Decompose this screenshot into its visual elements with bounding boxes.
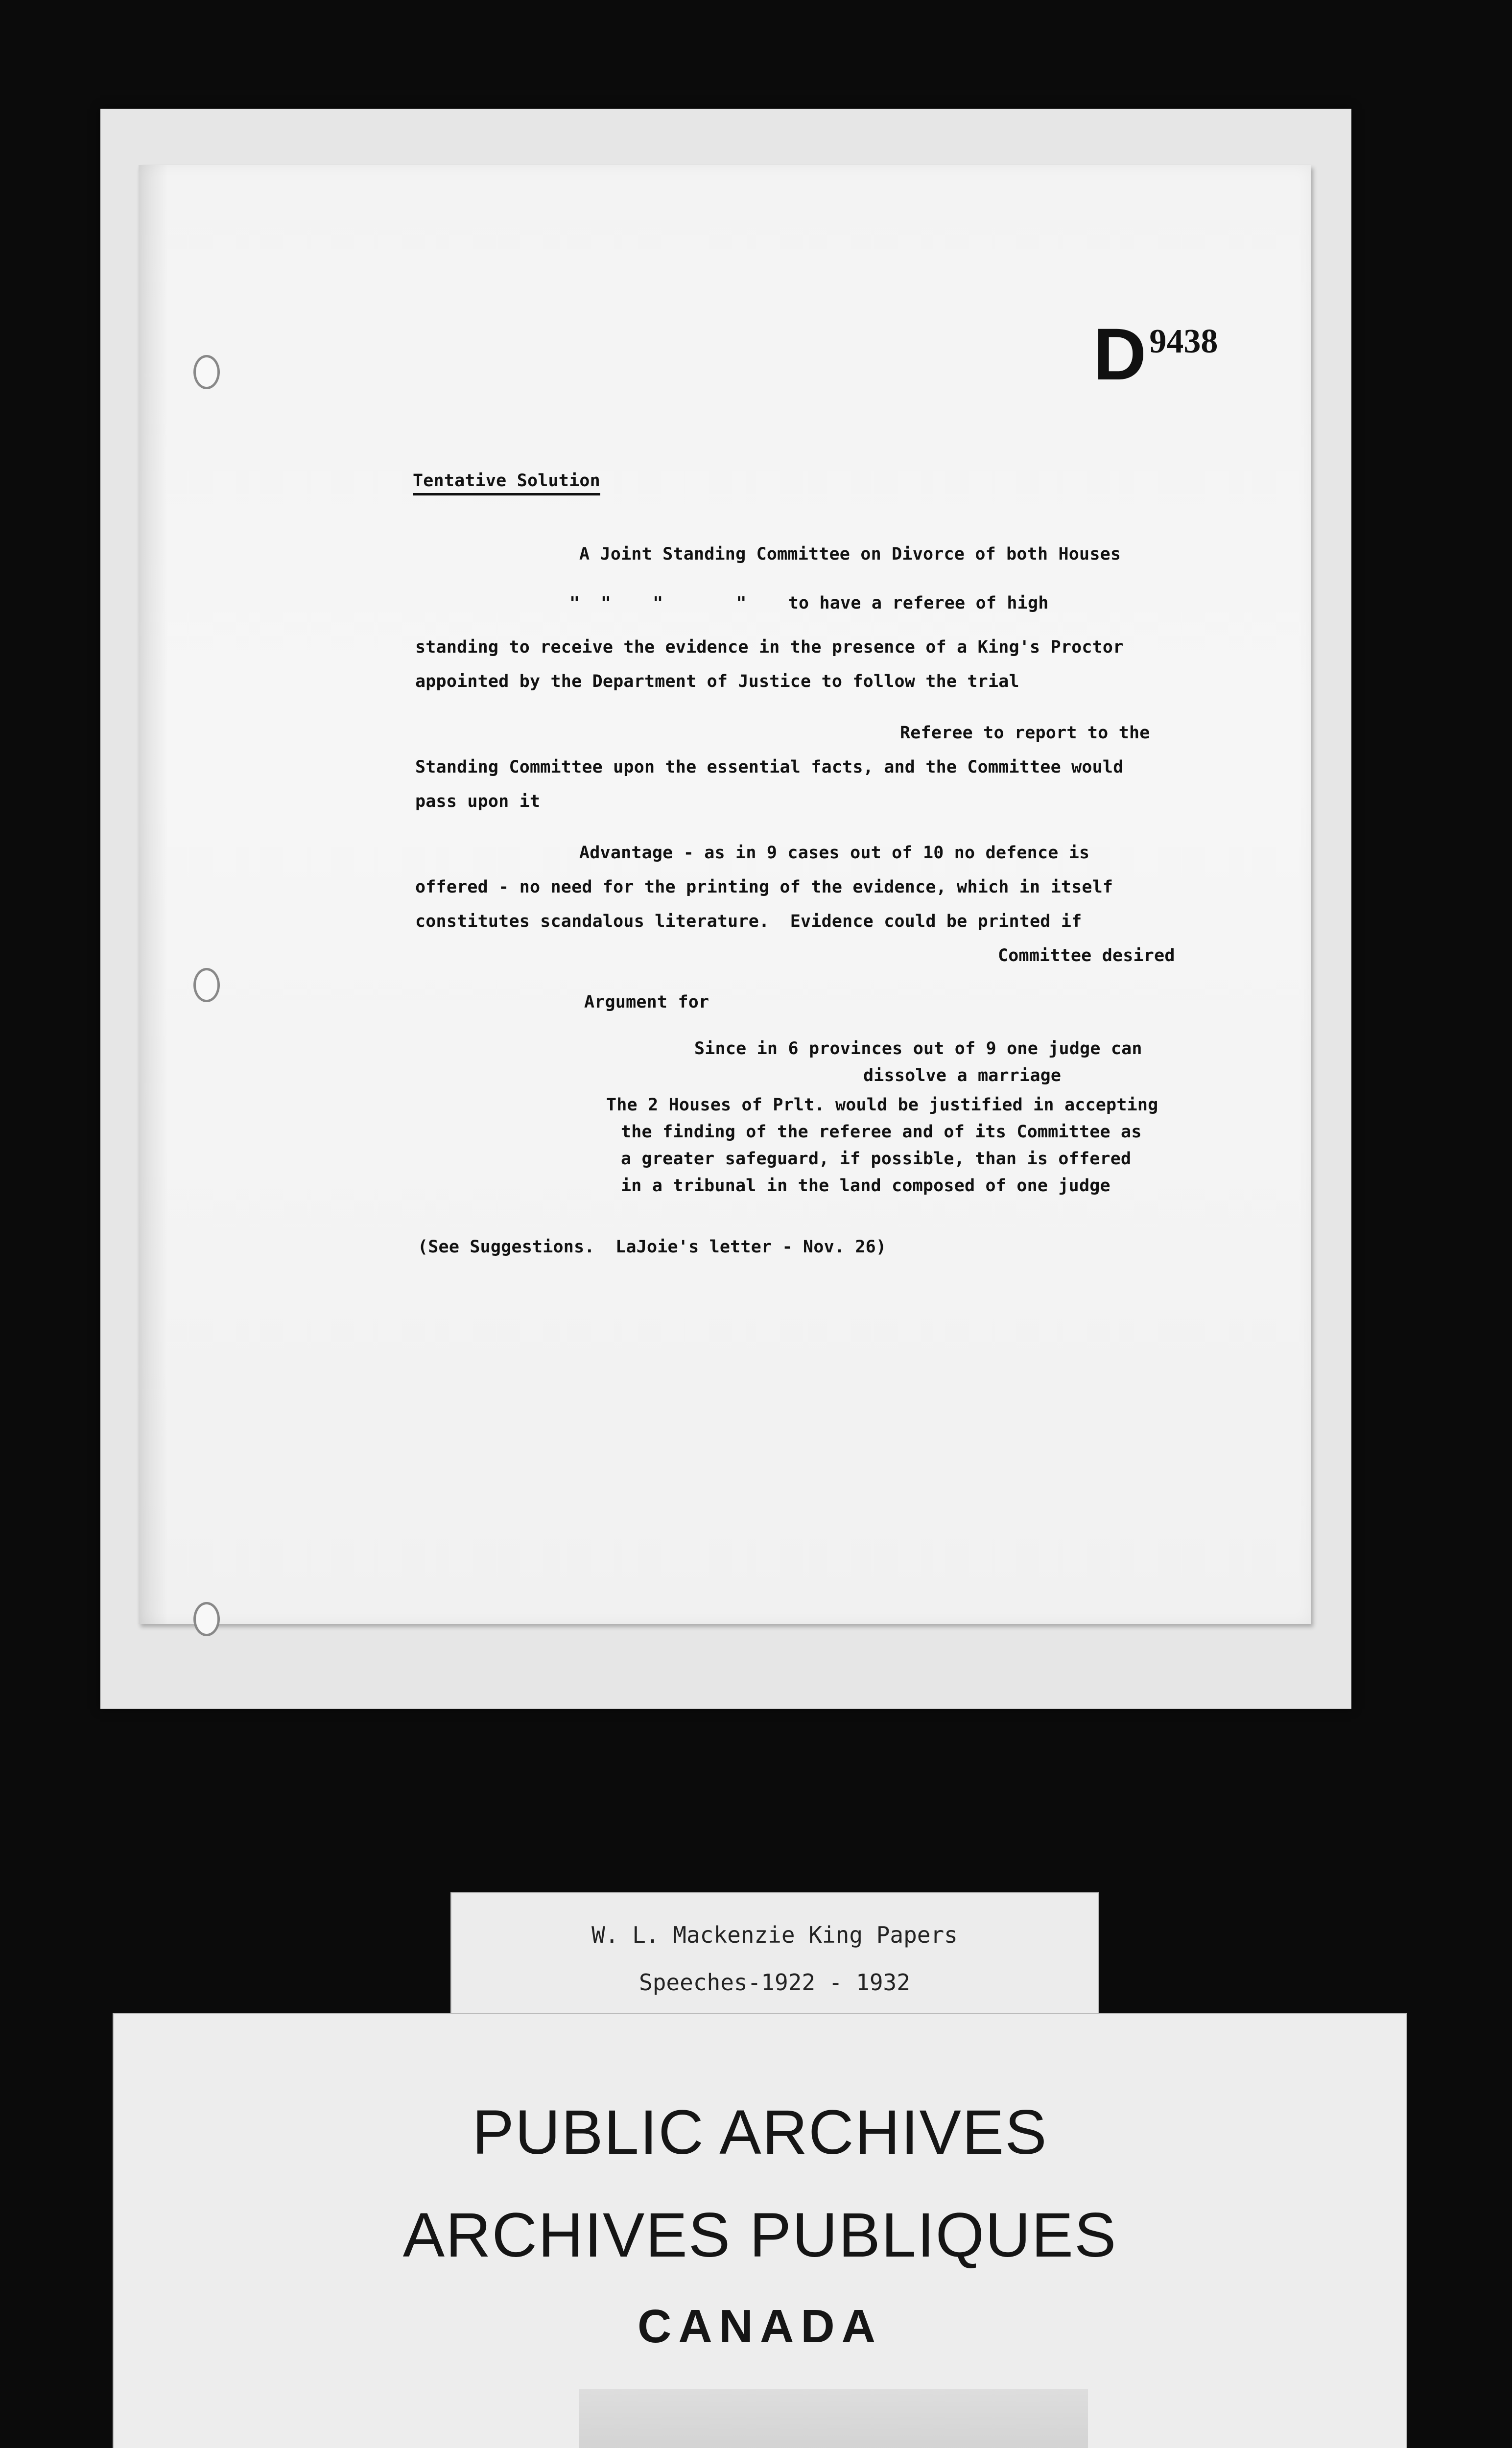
document-line: in a tribunal in the land composed of one judge <box>621 1176 1110 1196</box>
document-number-value: 9438 <box>1149 323 1218 360</box>
document-line: Advantage - as in 9 cases out of 10 no defence is <box>579 843 1090 863</box>
archive-label-country: CANADA <box>638 2300 882 2353</box>
document-number <box>1093 312 1218 397</box>
document-line: The 2 Houses of Prlt. would be justified in accepting <box>606 1095 1158 1115</box>
punch-hole-top <box>193 355 220 389</box>
document-line: Committee desired <box>998 946 1175 965</box>
document-line: appointed by the Department of Justice to follow the trial <box>415 672 1019 691</box>
archive-label-french: ARCHIVES PUBLIQUES <box>402 2200 1117 2270</box>
document-page <box>139 165 1311 1624</box>
tape-strip <box>579 2389 1088 2448</box>
document-line: A Joint Standing Committee on Divorce of both Houses <box>579 544 1121 564</box>
document-line: Argument for <box>584 992 709 1012</box>
document-line: constitutes scandalous literature. Evidence could be printed if <box>415 912 1082 931</box>
archive-label-english: PUBLIC ARCHIVES <box>472 2097 1048 2167</box>
document-line: standing to receive the evidence in the presence of a King's Proctor <box>415 637 1124 657</box>
document-line: dissolve a marriage <box>863 1066 1062 1085</box>
collection-label <box>450 1892 1099 2026</box>
collection-label-series: Speeches-1922 - 1932 <box>639 1969 910 1996</box>
document-line: (See Suggestions. LaJoie's letter - Nov. 26) <box>418 1237 887 1257</box>
document-line: a greater safeguard, if possible, than is offered <box>621 1149 1132 1169</box>
collection-label-title: W. L. Mackenzie King Papers <box>591 1922 958 1948</box>
document-line: Since in 6 provinces out of 9 one judge can <box>694 1039 1142 1059</box>
document-heading: Tentative Solution <box>413 471 600 491</box>
document-line: Standing Committee upon the essential facts, and the Committee would <box>415 757 1124 777</box>
document-line: " " " " to have a referee of high <box>569 593 1049 613</box>
document-line: the finding of the referee and of its Committee as <box>621 1122 1142 1142</box>
document-line: offered - no need for the printing of the evidence, which in itself <box>415 877 1113 897</box>
document-line: pass upon it <box>415 792 541 811</box>
archive-label <box>113 2013 1407 2448</box>
document-line: Referee to report to the <box>900 723 1150 743</box>
document-card <box>100 109 1351 1709</box>
document-number-prefix: D <box>1093 313 1145 395</box>
punch-hole-bottom <box>193 1602 220 1636</box>
punch-hole-middle <box>193 968 220 1002</box>
